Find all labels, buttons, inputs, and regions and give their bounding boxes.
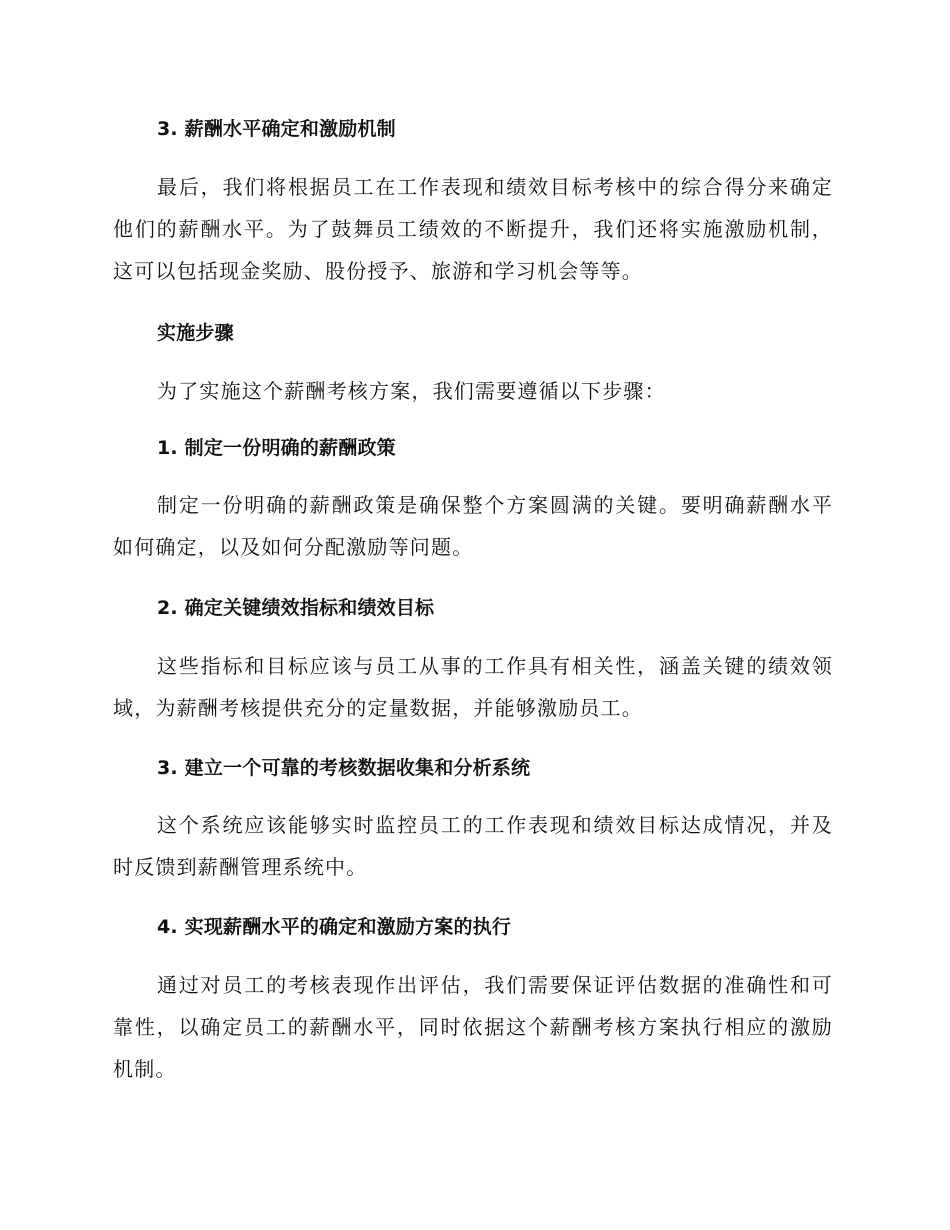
section-3-paragraph: 最后，我们将根据员工在工作表现和绩效目标考核中的综合得分来确定他们的薪酬水平。为了鼓舞员工绩效的不断提升，我们还将实施激励机制，这可以包括现金奖励、股份授予、旅游和学习机会等等。 [113, 175, 833, 283]
step-3-paragraph: 这个系统应该能够实时监控员工的工作表现和绩效目标达成情况，并及时反馈到薪酬管理系统中。 [113, 813, 833, 879]
steps-intro-paragraph: 为了实施这个薪酬考核方案，我们需要遵循以下步骤： [157, 379, 666, 403]
step-2-heading: 2. 确定关键绩效指标和绩效目标 [157, 597, 435, 619]
step-1-paragraph: 制定一份明确的薪酬政策是确保整个方案圆满的关键。要明确薪酬水平如何确定，以及如何分配激励等问题。 [113, 493, 833, 559]
steps-heading: 实施步骤 [157, 322, 234, 344]
step-4-heading: 4. 实现薪酬水平的确定和激励方案的执行 [157, 916, 512, 938]
step-2-paragraph: 这些指标和目标应该与员工从事的工作具有相关性，涵盖关键的绩效领域，为薪酬考核提供充分的定量数据，并能够激励员工。 [113, 654, 833, 720]
section-3-heading: 3. 薪酬水平确定和激励机制 [157, 118, 396, 140]
step-1-heading: 1. 制定一份明确的薪酬政策 [157, 437, 396, 459]
step-3-heading: 3. 建立一个可靠的考核数据收集和分析系统 [157, 757, 531, 779]
step-4-paragraph: 通过对员工的考核表现作出评估，我们需要保证评估数据的准确性和可靠性，以确定员工的薪酬水平，同时依据这个薪酬考核方案执行相应的激励机制。 [113, 973, 833, 1081]
